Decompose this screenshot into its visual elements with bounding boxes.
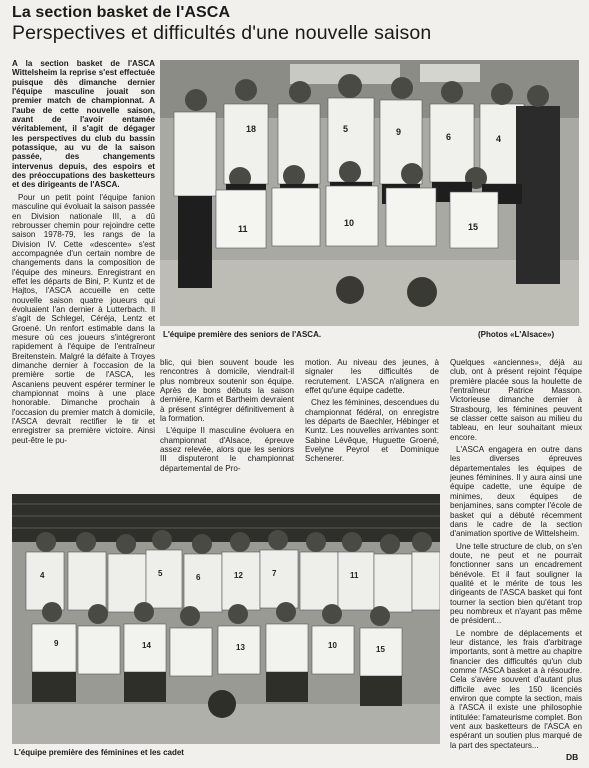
- jersey-number: 11: [350, 571, 359, 580]
- article-paragraph: L'équipe II masculine évoluera en championnat d'Alsace, épreuve assez relevée, alors que les seniors III disputeront le championnat départemental de Pro-: [160, 426, 294, 473]
- jersey-number: 10: [344, 218, 355, 228]
- article-paragraph: motion. Au niveau des jeunes, à signaler les difficultés de recrutement. L'ASCA n'alignera en effet qu'une équipe cadette.: [305, 358, 439, 396]
- women-team-photo-image: [12, 494, 440, 744]
- article-paragraph: Chez les féminines, descendues du championnat fédéral, on enregistre les départs de Baechler, Hébinger et Kuntz. Les nouvelles arrivantes sont: Sabine Lévêque, Huguette Groené, Evelyne Peyrol et Dominique Schenerer.: [305, 398, 439, 464]
- article-headline: Perspectives et difficultés d'une nouvelle saison: [12, 22, 432, 44]
- jersey-number: 18: [246, 124, 257, 134]
- senior-team-photo: [160, 60, 579, 326]
- article-paragraph: Le nombre de déplacements et leur distance, les frais d'arbitrage importants, sont à mettre au chapitre financier des difficultés qu'un club comme l'ASCA basket a à résoudre. Cela s'avère souvent d'autant plus difficile avec les 150 licenciés environ que compte la section, mais à l'ASCA il existe une philosophie intitulée: l'amateurisme complet. Bon vent aux basketteurs de l'ASCA en espérant un soutien plus marqué de la part des spectateurs...: [450, 628, 582, 750]
- jersey-number: 9: [396, 127, 402, 137]
- jersey-number: 14: [142, 641, 151, 650]
- jersey-number: 6: [446, 132, 452, 142]
- jersey-number: 9: [54, 639, 59, 648]
- jersey-number: 4: [496, 134, 502, 144]
- jersey-number: 7: [272, 569, 277, 578]
- jersey-number: 4: [40, 571, 45, 580]
- jersey-number: 11: [238, 224, 248, 234]
- jersey-number: 13: [236, 643, 245, 652]
- jersey-number: 6: [196, 573, 201, 582]
- senior-team-photo-image: [160, 60, 579, 326]
- jersey-number: 15: [468, 222, 479, 232]
- article-paragraph: blic, qui bien souvent boude les rencontres à domicile, viendrait-il plus nombreux soutenir son équipe. Après de bons débuts la saison dernière, Karm et Bartheim devraient à présent s'intégrer définitivement à la formation.: [160, 358, 294, 424]
- jersey-number: 5: [343, 124, 349, 134]
- article-column-2: [160, 358, 294, 488]
- article-column-3: [305, 358, 439, 488]
- article-column-1: [12, 59, 155, 491]
- article-column-4: [450, 358, 582, 750]
- jersey-number: 10: [328, 641, 337, 650]
- article-lead: A la section basket de l'ASCA Wittelsheim la reprise s'est effectuée puisque dès dimanche dernier l'équipe masculine jouait son premier match de championnat. A l'aube de cette nouvelle saison, avant de l'avoir entamée véritablement, il s'agit de dégager les perspectives du club du bassin potassique, au vu de la saison passée, des changements intervenus depuis, des espoirs et des préoccupations des basketteurs et des dirigeants de l'ASCA.: [12, 59, 155, 190]
- women-team-caption: L'équipe première des féminines et les cadet: [14, 748, 184, 757]
- photo-credit: (Photos «L'Alsace»): [478, 330, 555, 339]
- senior-team-caption: L'équipe première des seniors de l'ASCA.: [163, 330, 322, 339]
- article-paragraph: L'ASCA engagera en outre dans les diverses épreuves départementales les équipes de jeunes féminines. Il y aura ainsi une équipe cadette, une équipe de minimes, deux équipes de benjamines, sans compter l'école de basket qui a débuté récemment dans le cadre de la section d'animation sportive de Wittelsheim.: [450, 445, 582, 539]
- jersey-number: 15: [376, 645, 385, 654]
- jersey-number: 12: [234, 571, 243, 580]
- article-paragraph: Pour un petit point l'équipe fanion masculine qui évoluait la saison passée en Division nationale III, a dû rebrousser chemin pour rejoindre cette saison 1978-79, les rangs de la Division IV. Cette «descente» s'est accompagnée d'un certain nombre de changements dans la composition de l'équipe des mineurs. Enregistrant en effet les départs de Bini, P. Kuntz et de Hajtos, l'ASCA accueille en cette nouvelle saison quatre joueurs qui évoluaient l'an dernier à Lutterbach. Il s'agit de Schlegel, Céréja, Lentz et Groené. Un renfort estimable dans la mesure où ces joueurs s'intégreront rapidement à l'équipe de l'entraîneur Breitenstein. Malgré la défaite à Troyes dimanche dernier à l'occasion de la première sortie de l'ASCA, les Ascaniens peuvent espérer terminer le championnat moins à une place honorable. Dimanche prochain à l'occasion du premier match à domicile, l'ASCA devrait rectifier le tir et enregistrer sa première victoire. Ainsi peut-être le pu-: [12, 192, 155, 445]
- women-team-photo: [12, 494, 440, 744]
- author-signature: DB: [566, 752, 579, 762]
- article-paragraph: Quelques «anciennes», déjà au club, ont à présent rejoint l'équipe première placée sous la houlette de l'entraîneur Patrice Masson. Victorieuse dimanche dernier à Strasbourg, les féminines peuvent se classer cette saison au milieu du tableau, en leur souhaitant mieux encore.: [450, 358, 582, 442]
- article-kicker: La section basket de l'ASCA: [12, 4, 231, 21]
- article-paragraph: Une telle structure de club, on s'en doute, ne peut et ne pourrait fonctionner sans un encadrement bénévole. Et il faut souligner la qualité et le mérite de tous les dirigeants de l'ASCA basket qui font tourner la section bien qu'étant trop peu nombreux et n'ayant pas même de président...: [450, 541, 582, 626]
- jersey-number: 5: [158, 569, 163, 578]
